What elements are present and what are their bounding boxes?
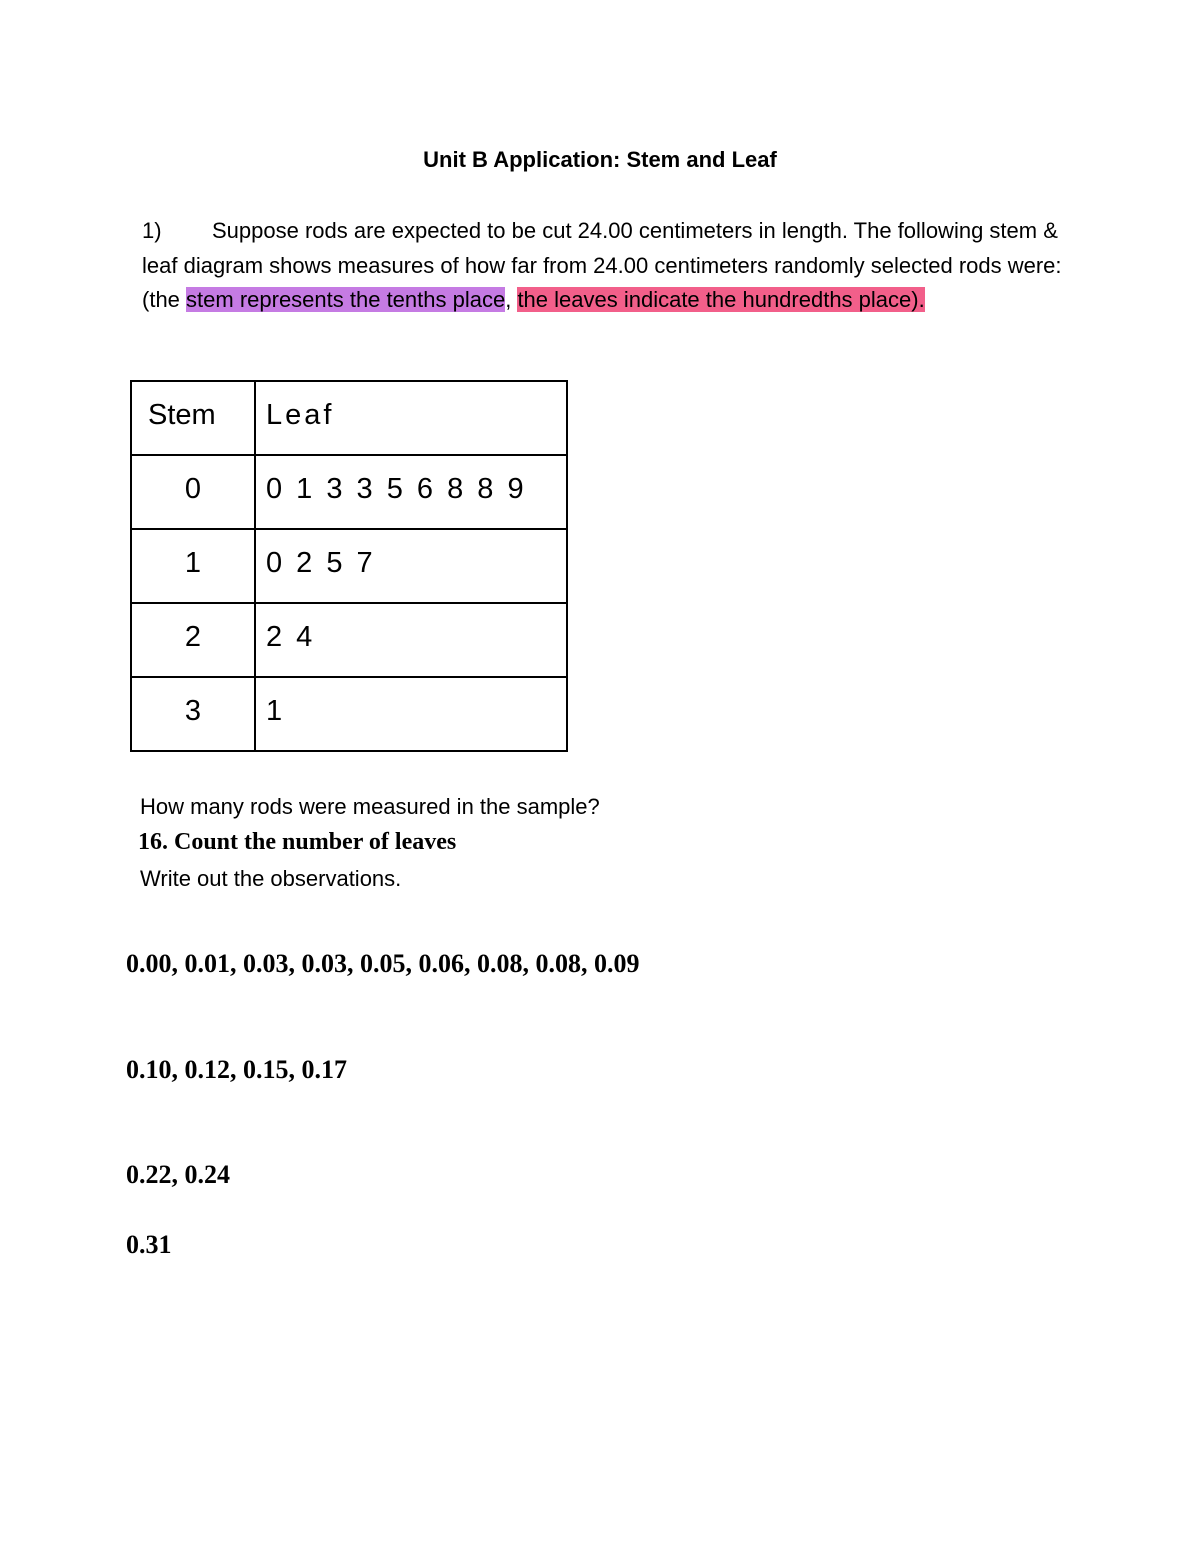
prompt-count: How many rods were measured in the sample? [140,794,600,819]
leaf-cell: 0 2 5 7 [255,529,567,603]
answer-count: 16. Count the number of leaves [138,829,457,855]
highlight-leaf-note: the leaves indicate the hundredths place). [517,287,925,312]
question-text: Suppose rods are expected to be cut 24.00 centimeters in length. The following stem & leaf diagram shows measures of how far from 24.00 centimeters randomly selected rods were: (the [142,218,1062,312]
question-1 [142,214,1072,318]
header-stem: Stem [131,381,255,455]
table-row [131,455,567,529]
table-row [131,677,567,751]
observation-line: 0.10, 0.12, 0.15, 0.17 [126,1055,347,1084]
stem-cell: 2 [131,603,255,677]
observation-line: 0.31 [126,1230,172,1259]
stem-cell: 0 [131,455,255,529]
stem-leaf-table [130,380,568,752]
header-leaf: Leaf [255,381,567,455]
leaf-cell: 1 [255,677,567,751]
table-row [131,603,567,677]
stem-cell: 3 [131,677,255,751]
observation-line: 0.22, 0.24 [126,1160,230,1189]
question-separator: , [505,287,518,312]
table-header-row [131,381,567,455]
observation-line: 0.00, 0.01, 0.03, 0.03, 0.05, 0.06, 0.08, 0.08, 0.09 [126,949,640,978]
page-title: Unit B Application: Stem and Leaf [423,147,777,172]
stem-cell: 1 [131,529,255,603]
prompt-observations: Write out the observations. [140,866,402,891]
leaf-cell: 2 4 [255,603,567,677]
question-number: 1) [142,218,162,243]
table-row [131,529,567,603]
highlight-stem-note: stem represents the tenths place [186,287,506,312]
leaf-cell: 0 1 3 3 5 6 8 8 9 [255,455,567,529]
